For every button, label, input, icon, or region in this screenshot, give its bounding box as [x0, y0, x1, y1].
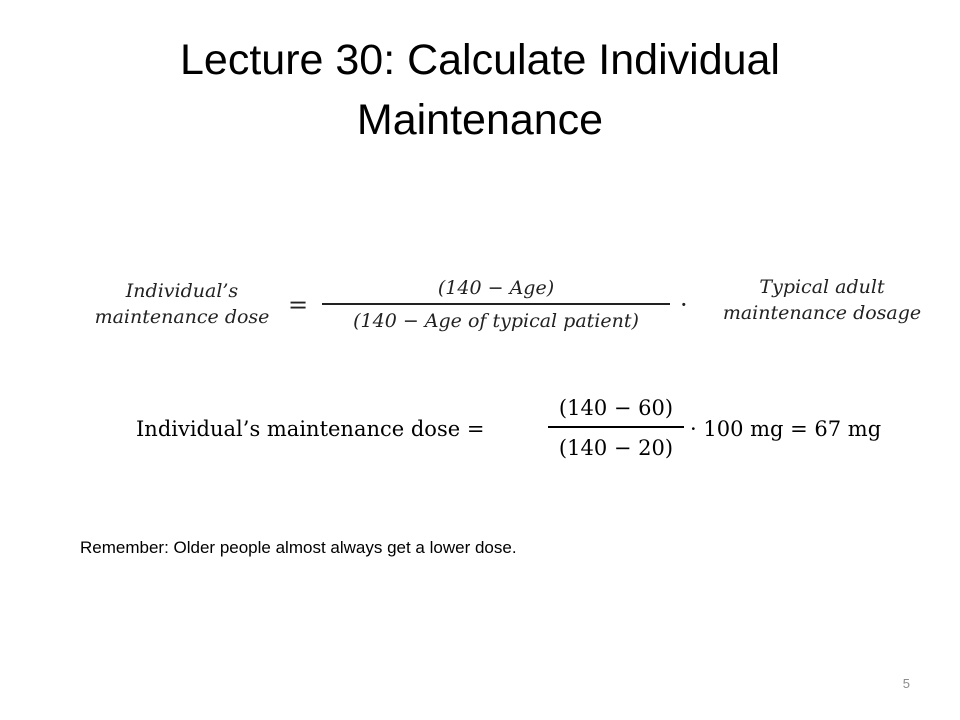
scanned-lhs-line-1: Individual’s [125, 280, 239, 302]
worked-numerator: (140 − 60) [558, 396, 674, 420]
worked-example-formula [0, 388, 960, 478]
remember-note: Remember: Older people almost always get a lower dose. [80, 538, 517, 557]
slide-title [60, 30, 900, 150]
scanned-fraction-bar [322, 303, 670, 305]
scanned-multiply-dot: · [680, 291, 688, 319]
scanned-formula-image [0, 262, 960, 352]
scanned-rhs-line-1: Typical adult [759, 276, 885, 298]
scanned-formula-rhs [722, 274, 922, 326]
worked-fraction [546, 392, 686, 464]
slide-title-line-2: Maintenance [356, 96, 604, 144]
scanned-equals-sign: = [288, 291, 309, 319]
slide-title-line-1: Lecture 30: Calculate Individual [180, 36, 780, 84]
worked-formula-lhs: Individual’s maintenance dose = [136, 417, 485, 441]
page-number: 5 [902, 676, 910, 691]
scanned-rhs-line-2: maintenance dosage [722, 302, 922, 324]
scanned-formula-lhs [92, 278, 272, 330]
scanned-lhs-line-2: maintenance dose [94, 306, 270, 328]
scanned-denominator: (140 − Age of typical patient) [353, 310, 639, 332]
scanned-numerator: (140 − Age) [437, 277, 555, 299]
worked-fraction-bar [548, 426, 684, 428]
scanned-fraction [322, 274, 670, 335]
worked-formula-rhs: · 100 mg = 67 mg [690, 417, 882, 441]
worked-denominator: (140 − 20) [558, 435, 674, 460]
